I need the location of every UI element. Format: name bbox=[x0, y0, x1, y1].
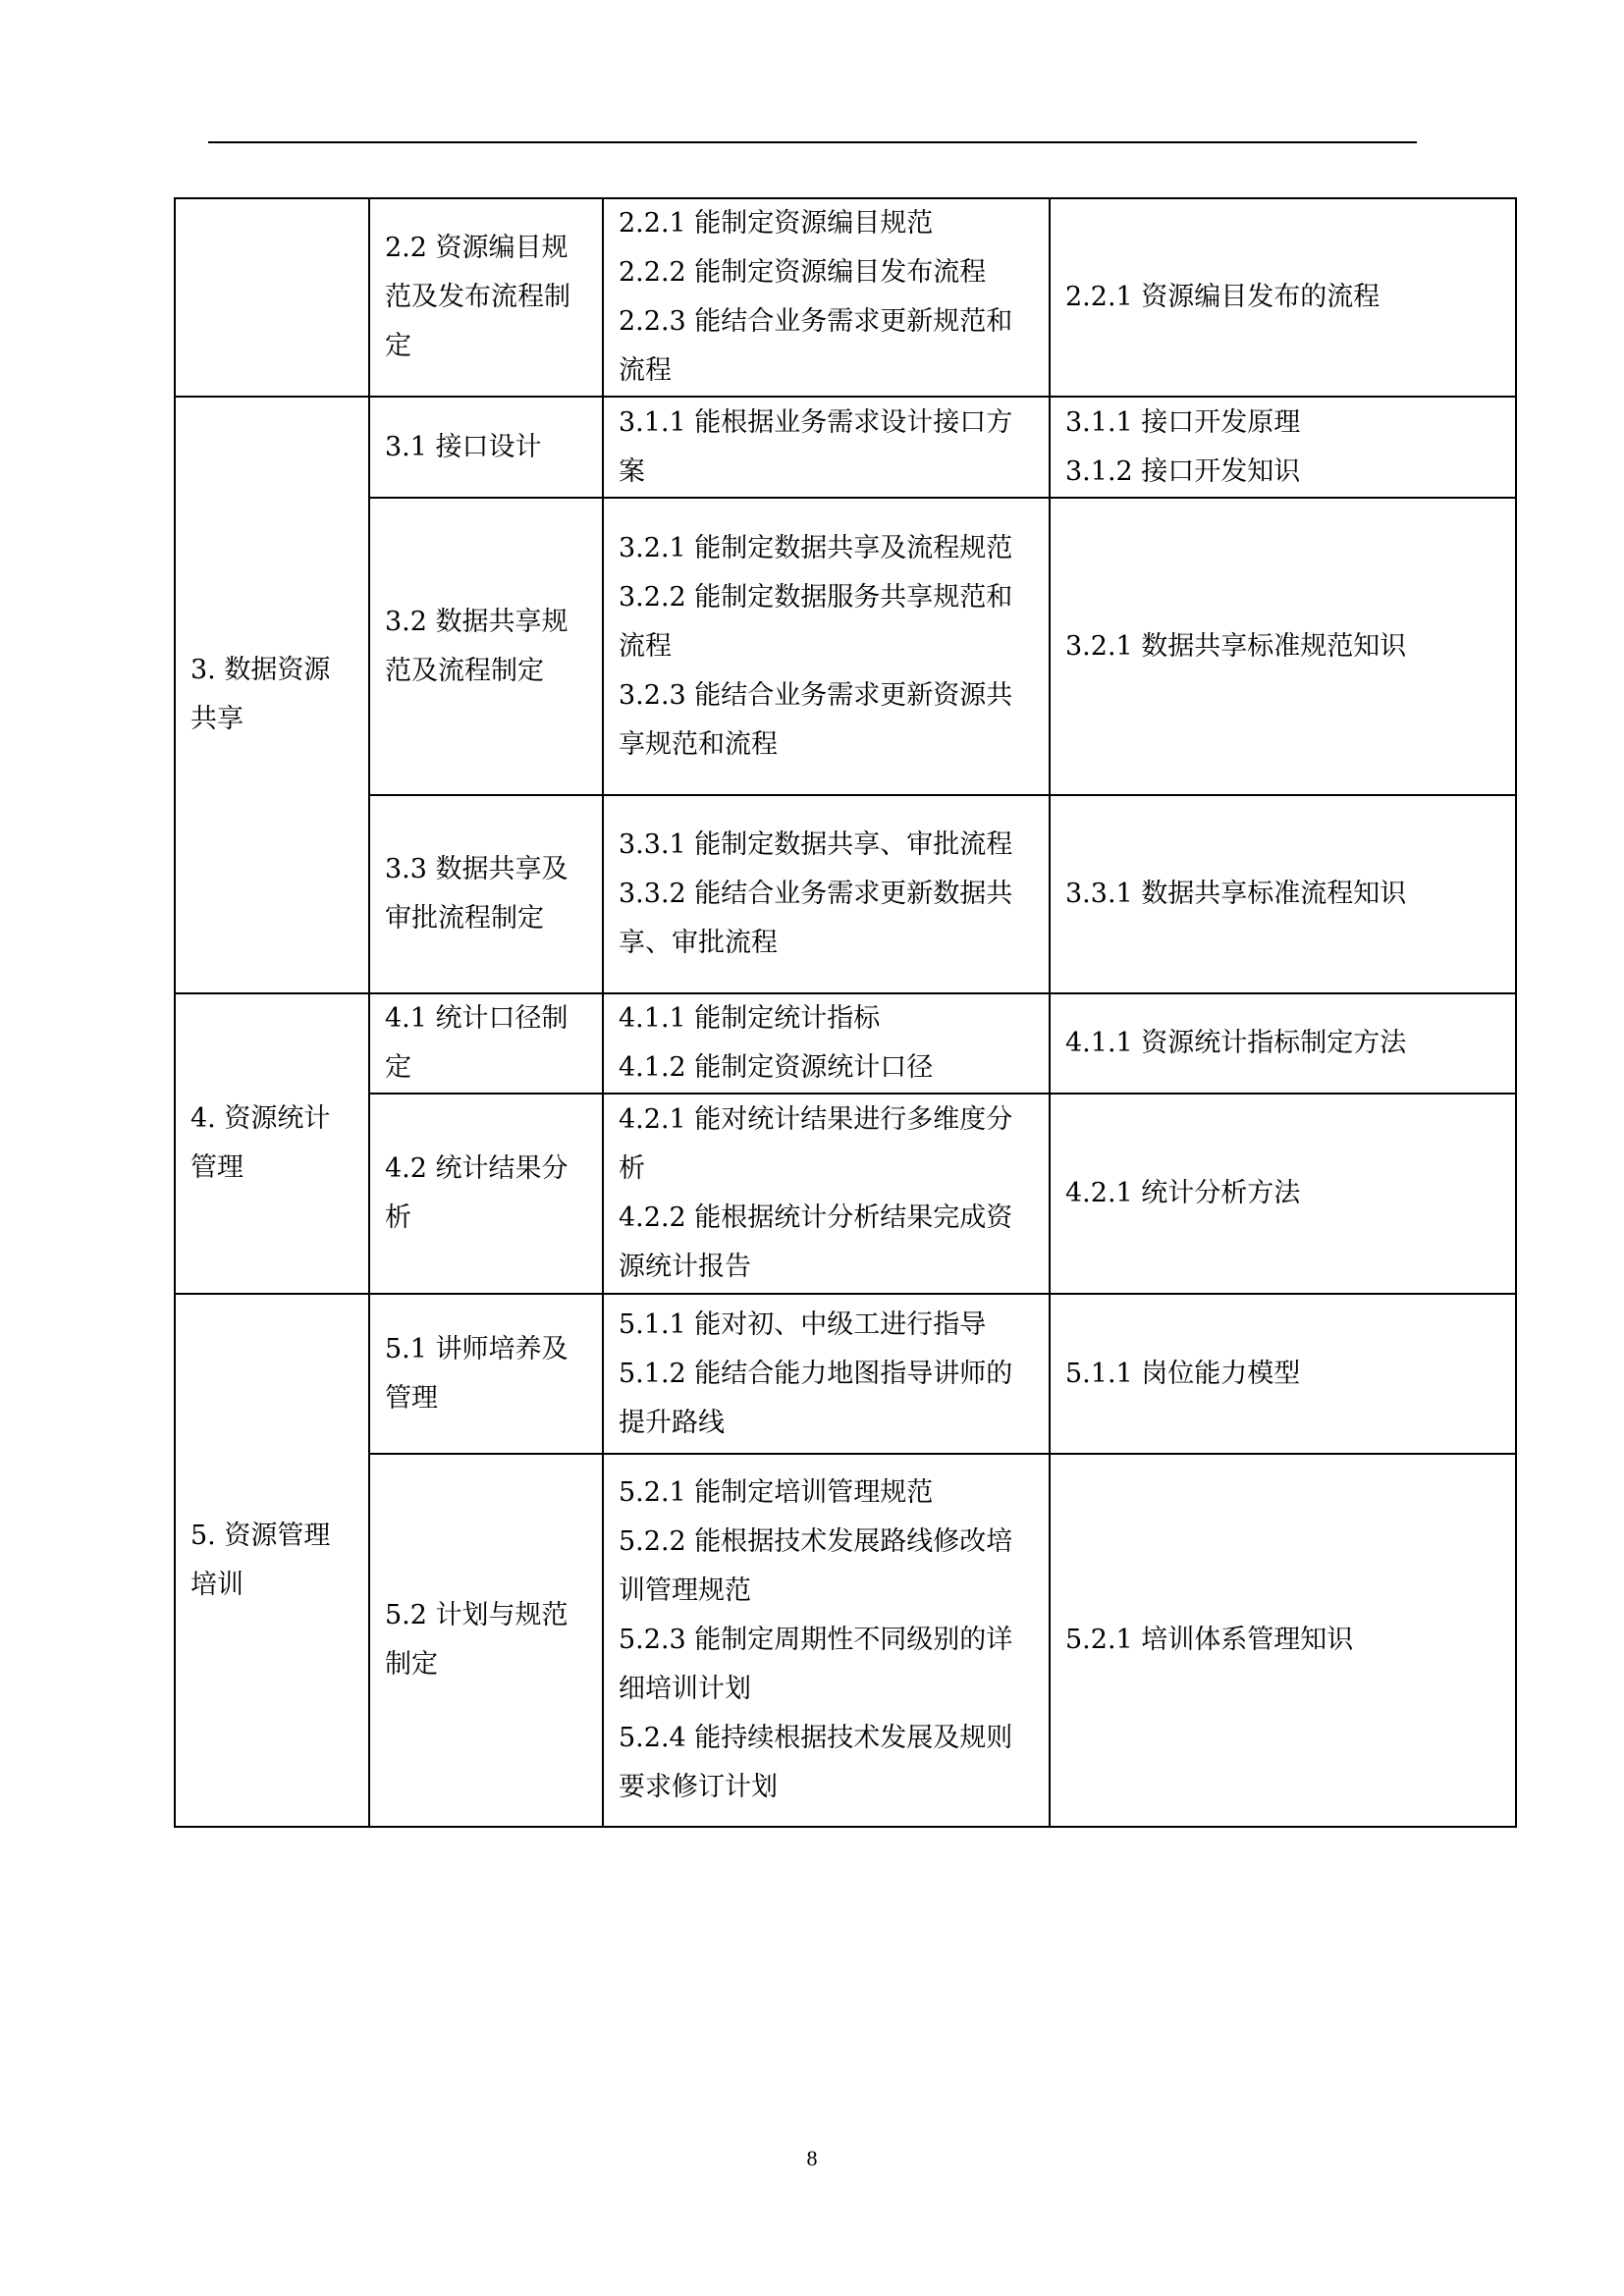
unit-cell: 3.2 数据共享规范及流程制定 bbox=[369, 498, 603, 795]
knowledge-item: 5.2.1 培训体系管理知识 bbox=[1065, 1625, 1354, 1655]
knowledge-item: 4.2.1 统计分析方法 bbox=[1065, 1178, 1301, 1208]
knowledge-item: 3.1.2 接口开发知识 bbox=[1065, 455, 1301, 487]
skill-item: 3.2.2 能制定数据服务共享规范和流程 bbox=[619, 581, 1013, 662]
knowledge-cell bbox=[1050, 1454, 1516, 1827]
page-number: 8 bbox=[806, 2146, 818, 2170]
unit-cell: 3.3 数据共享及审批流程制定 bbox=[369, 795, 603, 993]
header-rule bbox=[208, 141, 1417, 143]
unit-cell: 4.1 统计口径制定 bbox=[369, 993, 603, 1094]
unit-cell: 5.1 讲师培养及管理 bbox=[369, 1294, 603, 1454]
unit-cell: 3.1 接口设计 bbox=[369, 397, 603, 498]
unit-cell: 5.2 计划与规范制定 bbox=[369, 1454, 603, 1827]
skills-cell bbox=[603, 1454, 1050, 1827]
skill-item: 3.2.3 能结合业务需求更新资源共享规范和流程 bbox=[619, 679, 1013, 760]
knowledge-cell bbox=[1050, 795, 1516, 993]
skill-item: 2.2.2 能制定资源编目发布流程 bbox=[619, 257, 987, 288]
table-row bbox=[175, 397, 1516, 498]
skill-item: 3.2.1 能制定数据共享及流程规范 bbox=[619, 532, 1013, 563]
skill-item: 5.1.2 能结合能力地图指导讲师的提升路线 bbox=[619, 1358, 1013, 1438]
skills-cell bbox=[603, 993, 1050, 1094]
skill-item: 4.2.1 能对统计结果进行多维度分析 bbox=[619, 1104, 1013, 1184]
skills-cell bbox=[603, 498, 1050, 795]
table-row bbox=[175, 1294, 1516, 1454]
knowledge-cell bbox=[1050, 1294, 1516, 1454]
table-row bbox=[175, 795, 1516, 993]
table-row bbox=[175, 198, 1516, 397]
skills-cell bbox=[603, 198, 1050, 397]
category-cell: 4. 资源统计管理 bbox=[175, 993, 369, 1294]
skill-item: 5.2.4 能持续根据技术发展及规则要求修订计划 bbox=[619, 1723, 1013, 1802]
skill-item: 5.1.1 能对初、中级工进行指导 bbox=[619, 1308, 987, 1340]
skill-item: 5.2.1 能制定培训管理规范 bbox=[619, 1477, 934, 1508]
skill-item: 5.2.2 能根据技术发展路线修改培训管理规范 bbox=[619, 1526, 1013, 1606]
skills-table bbox=[174, 197, 1517, 1828]
knowledge-item: 3.2.1 数据共享标准规范知识 bbox=[1065, 630, 1407, 662]
unit-cell: 4.2 统计结果分析 bbox=[369, 1094, 603, 1294]
table-row bbox=[175, 1094, 1516, 1294]
skills-cell bbox=[603, 1094, 1050, 1294]
skills-cell bbox=[603, 1294, 1050, 1454]
skill-item: 4.1.2 能制定资源统计口径 bbox=[619, 1052, 934, 1083]
skills-cell bbox=[603, 795, 1050, 993]
table-row bbox=[175, 1454, 1516, 1827]
category-cell bbox=[175, 198, 369, 397]
knowledge-cell bbox=[1050, 397, 1516, 498]
category-cell: 5. 资源管理培训 bbox=[175, 1294, 369, 1827]
knowledge-cell bbox=[1050, 198, 1516, 397]
skill-item: 4.1.1 能制定统计指标 bbox=[619, 1003, 881, 1034]
knowledge-cell bbox=[1050, 993, 1516, 1094]
knowledge-item: 3.3.1 数据共享标准流程知识 bbox=[1065, 879, 1407, 909]
skills-cell bbox=[603, 397, 1050, 498]
knowledge-item: 2.2.1 资源编目发布的流程 bbox=[1065, 282, 1380, 312]
skill-item: 5.2.3 能制定周期性不同级别的详细培训计划 bbox=[619, 1625, 1013, 1704]
skill-item: 3.1.1 能根据业务需求设计接口方案 bbox=[619, 406, 1013, 487]
knowledge-cell bbox=[1050, 498, 1516, 795]
table-row bbox=[175, 498, 1516, 795]
category-cell: 3. 数据资源共享 bbox=[175, 397, 369, 993]
skill-item: 3.3.2 能结合业务需求更新数据共享、审批流程 bbox=[619, 879, 1013, 958]
skill-item: 3.3.1 能制定数据共享、审批流程 bbox=[619, 829, 1013, 860]
unit-cell: 2.2 资源编目规范及发布流程制定 bbox=[369, 198, 603, 397]
knowledge-item: 3.1.1 接口开发原理 bbox=[1065, 406, 1301, 438]
knowledge-item: 5.1.1 岗位能力模型 bbox=[1065, 1358, 1301, 1389]
knowledge-cell bbox=[1050, 1094, 1516, 1294]
skill-item: 4.2.2 能根据统计分析结果完成资源统计报告 bbox=[619, 1202, 1013, 1282]
skill-item: 2.2.1 能制定资源编目规范 bbox=[619, 208, 934, 239]
table-row bbox=[175, 993, 1516, 1094]
skill-item: 2.2.3 能结合业务需求更新规范和流程 bbox=[619, 306, 1013, 386]
knowledge-item: 4.1.1 资源统计指标制定方法 bbox=[1065, 1028, 1407, 1058]
